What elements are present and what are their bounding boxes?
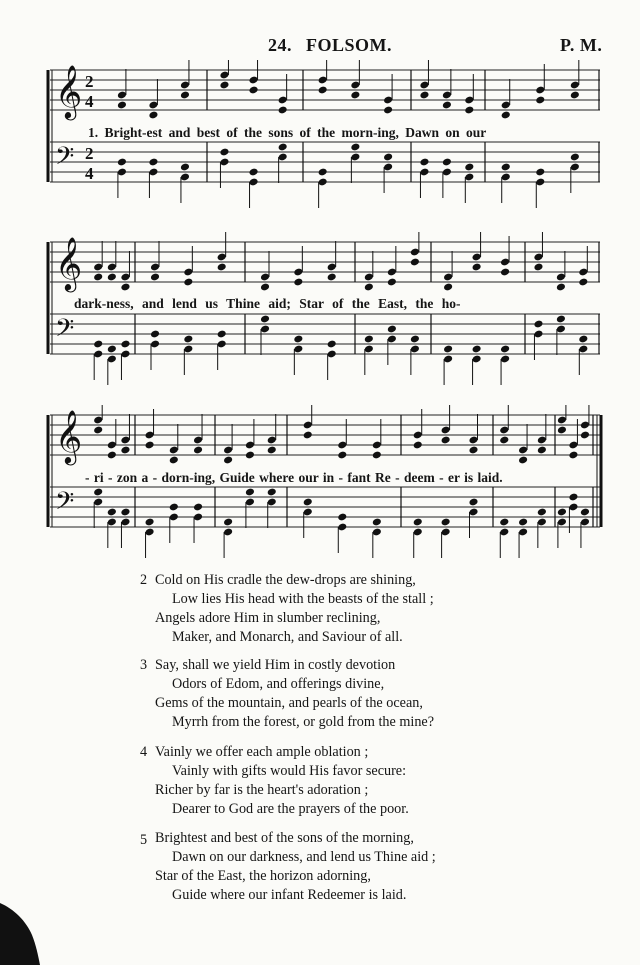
verse-line: Gems of the mountain, and pearls of the ocean,: [155, 695, 423, 711]
note-head: [570, 153, 580, 162]
note-head: [464, 106, 474, 115]
verse-line: Low lies His head with the beasts of the stall ;: [172, 591, 434, 607]
note-head: [413, 518, 423, 527]
treble-clef-icon: 𝄞: [55, 236, 83, 290]
treble-clef-icon: 𝄞: [55, 409, 83, 463]
note-head: [578, 335, 588, 344]
note-head: [472, 345, 482, 354]
note-head: [364, 283, 374, 292]
note-head: [148, 158, 158, 167]
hymn-meter: P. M.: [560, 35, 603, 55]
verse-line: Richer by far is the heart's adoration ;: [155, 782, 369, 798]
note-head: [267, 446, 277, 455]
verse-line: Vainly with gifts would His favor secure:: [172, 763, 407, 779]
treble-clef-icon: 𝄞: [55, 64, 83, 118]
note-head: [150, 273, 160, 282]
note-head: [410, 335, 420, 344]
note-head: [223, 518, 233, 527]
note-head: [219, 81, 229, 90]
note-head: [556, 283, 566, 292]
verse-line: Dearer to God are the prayers of the poor.: [172, 801, 409, 817]
verse-number: 5: [140, 832, 148, 848]
note-head: [568, 451, 578, 460]
note-head: [180, 91, 190, 100]
note-head: [387, 278, 397, 287]
note-head: [533, 263, 543, 272]
note-head: [219, 148, 229, 157]
note-head: [387, 325, 397, 334]
verse-line: Angels adore Him in slumber reclining,: [155, 610, 381, 626]
note-head: [245, 451, 255, 460]
hymn-number: 24.: [268, 35, 292, 55]
note-head: [327, 273, 337, 282]
verse-line: Myrrh from the forest, or gold from the mine?: [172, 714, 435, 730]
note-head: [468, 498, 478, 507]
note-head: [441, 436, 451, 445]
note-head: [169, 456, 179, 465]
music-system-2: [45, 232, 605, 392]
note-head: [223, 456, 233, 465]
note-head: [93, 340, 103, 349]
note-head: [120, 340, 130, 349]
note-head: [499, 518, 509, 527]
note-head: [557, 508, 567, 517]
note-head: [327, 340, 337, 349]
note-head: [337, 451, 347, 460]
time-signature: 4: [85, 164, 94, 183]
note-head: [183, 335, 193, 344]
bass-clef-icon: 𝄢: [55, 487, 75, 522]
note-head: [107, 273, 117, 282]
bass-clef-icon: 𝄢: [55, 314, 75, 349]
note-head: [293, 278, 303, 287]
verse-number: 3: [140, 657, 148, 673]
note-head: [556, 315, 566, 324]
note-head: [293, 335, 303, 344]
note-head: [472, 263, 482, 272]
note-head: [535, 168, 545, 177]
verse-line: Dawn on our darkness, and lend us Thine aid ;: [172, 849, 436, 865]
page-corner-shadow: [0, 895, 60, 965]
note-head: [468, 446, 478, 455]
note-head: [419, 91, 429, 100]
note-head: [93, 273, 103, 282]
note-head: [580, 508, 590, 517]
hymn-title: FOLSOM.: [306, 35, 393, 55]
note-head: [442, 101, 452, 110]
note-head: [443, 283, 453, 292]
note-head: [217, 330, 227, 339]
note-head: [383, 153, 393, 162]
note-head: [193, 503, 203, 512]
time-signature: 2: [85, 144, 94, 163]
note-head: [499, 436, 509, 445]
note-head: [518, 456, 528, 465]
verse-line: Vainly we offer each ample oblation ;: [155, 744, 369, 760]
time-signature: 4: [85, 92, 94, 111]
note-head: [303, 431, 313, 440]
note-head: [372, 518, 382, 527]
note-head: [217, 263, 227, 272]
verse-line: Odors of Edom, and offerings divine,: [172, 676, 385, 692]
note-head: [148, 111, 158, 120]
note-head: [278, 106, 288, 115]
note-head: [180, 163, 190, 172]
note-head: [501, 163, 511, 172]
verse-line: Star of the East, the horizon adorning,: [155, 868, 371, 884]
note-head: [413, 441, 423, 450]
bass-clef-icon: 𝄢: [55, 142, 75, 177]
verse-line: Maker, and Monarch, and Saviour of all.: [172, 629, 403, 645]
note-head: [278, 143, 288, 152]
note-head: [410, 258, 420, 267]
note-head: [535, 96, 545, 105]
note-head: [350, 91, 360, 100]
note-head: [169, 503, 179, 512]
note-head: [93, 426, 103, 435]
time-signature: 2: [85, 72, 94, 91]
verse-number: 4: [140, 744, 148, 760]
note-head: [372, 451, 382, 460]
note-head: [145, 441, 155, 450]
note-head: [267, 488, 277, 497]
note-head: [537, 508, 547, 517]
note-head: [107, 508, 117, 517]
staff-svg: [45, 232, 605, 392]
note-head: [500, 268, 510, 277]
note-head: [318, 168, 328, 177]
note-head: [260, 283, 270, 292]
note-head: [107, 345, 117, 354]
note-head: [193, 446, 203, 455]
verse-number: 2: [140, 572, 148, 588]
note-head: [578, 278, 588, 287]
note-head: [120, 508, 130, 517]
note-head: [93, 488, 103, 497]
verse-line: Guide where our infant Redeemer is laid.: [172, 887, 407, 903]
note-head: [150, 330, 160, 339]
note-head: [117, 101, 127, 110]
note-head: [364, 335, 374, 344]
note-head: [570, 91, 580, 100]
note-head: [464, 163, 474, 172]
note-head: [249, 86, 259, 95]
note-head: [117, 158, 127, 167]
lyric-line-1: 1. Bright-est and best of the sons of the morn-ing, Dawn on our: [88, 125, 487, 140]
note-head: [120, 446, 130, 455]
note-head: [350, 143, 360, 152]
note-head: [337, 513, 347, 522]
verse-line: Brightest and best of the sons of the morning,: [155, 830, 414, 846]
note-head: [183, 278, 193, 287]
note-head: [518, 518, 528, 527]
verse-line: Say, shall we yield Him in costly devotion: [155, 657, 396, 673]
note-head: [568, 493, 578, 502]
note-head: [442, 158, 452, 167]
note-head: [245, 488, 255, 497]
note-head: [383, 106, 393, 115]
note-head: [260, 315, 270, 324]
note-head: [145, 518, 155, 527]
note-head: [120, 283, 130, 292]
note-head: [303, 498, 313, 507]
note-head: [419, 158, 429, 167]
note-head: [249, 168, 259, 177]
note-head: [557, 426, 567, 435]
lyric-line-2: dark-ness, and lend us Thine aid; Star of the East, the ho-: [74, 296, 461, 311]
note-head: [441, 518, 451, 527]
note-head: [443, 345, 453, 354]
note-head: [107, 451, 117, 460]
lyric-line-3: - ri - zon a - dorn-ing, Guide where our in - fant Re - deem - er is laid.: [85, 470, 503, 485]
note-head: [500, 345, 510, 354]
verse-line: Cold on His cradle the dew-drops are shining,: [155, 572, 416, 588]
note-head: [537, 446, 547, 455]
note-head: [318, 86, 328, 95]
note-head: [501, 111, 511, 120]
note-head: [580, 431, 590, 440]
note-head: [533, 320, 543, 329]
